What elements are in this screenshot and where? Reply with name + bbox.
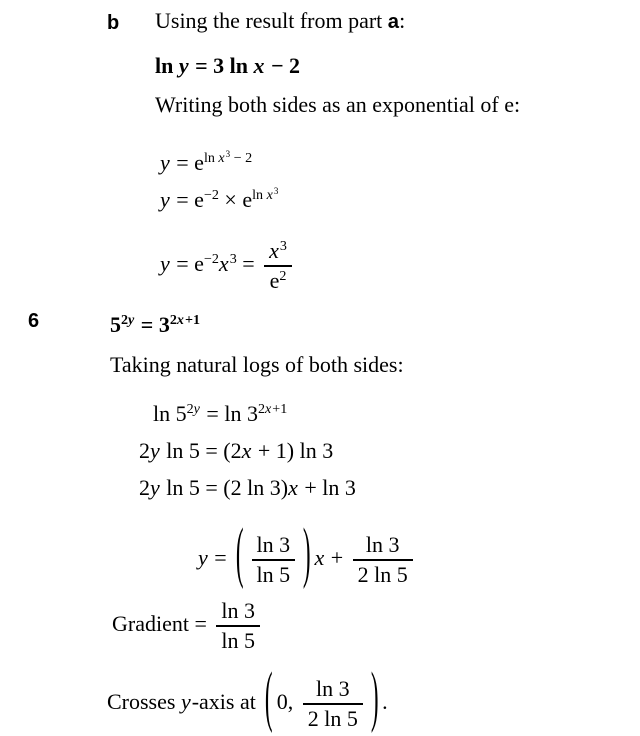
big-paren: ( bbox=[265, 656, 273, 735]
math-text: Using the result from part bbox=[155, 8, 388, 33]
math-text: . bbox=[382, 689, 388, 715]
math-text: -axis at bbox=[191, 689, 262, 715]
math-text: 3 bbox=[229, 251, 237, 268]
math-text: ln 5 bbox=[256, 562, 291, 587]
fraction bbox=[264, 240, 292, 292]
math-text: 3 bbox=[225, 149, 231, 160]
math-text: Writing both sides as an exponential of e: bbox=[155, 92, 521, 117]
math-text: y bbox=[160, 187, 170, 212]
equation-q6-given bbox=[110, 314, 200, 336]
math-text: − 2 bbox=[265, 53, 301, 78]
superscript bbox=[226, 150, 231, 158]
equation-exp-step1 bbox=[160, 149, 253, 175]
math-text: −2 bbox=[203, 187, 219, 204]
math-text: x bbox=[241, 438, 252, 463]
math-text: = 3 ln bbox=[189, 53, 254, 78]
math-text: ln 3 bbox=[365, 532, 400, 557]
superscript bbox=[121, 314, 135, 327]
math-text: y bbox=[193, 401, 200, 418]
superscript bbox=[280, 240, 287, 253]
math-text: y bbox=[198, 545, 208, 571]
denominator bbox=[353, 561, 413, 586]
equation-expand-step2 bbox=[139, 477, 356, 499]
math-text: − 2 bbox=[230, 150, 253, 167]
superscript bbox=[203, 149, 253, 167]
fraction bbox=[216, 600, 260, 652]
numerator bbox=[353, 534, 413, 561]
superscript bbox=[252, 186, 279, 204]
superscript bbox=[274, 187, 279, 195]
part-b-intro-text bbox=[155, 10, 405, 32]
math-text: Crosses bbox=[107, 689, 181, 715]
math-text: 2 bbox=[257, 401, 265, 418]
superscript bbox=[279, 270, 286, 283]
denominator bbox=[216, 627, 260, 652]
superscript bbox=[204, 189, 219, 202]
math-text: Taking natural logs of both sides: bbox=[110, 352, 404, 377]
text-taking-logs bbox=[110, 354, 404, 376]
math-text: = e bbox=[170, 251, 204, 277]
math-text: = bbox=[236, 251, 261, 277]
math-text: + bbox=[325, 545, 349, 571]
math-text: x bbox=[218, 251, 229, 277]
superscript bbox=[204, 253, 219, 266]
math-text: +1 bbox=[184, 312, 200, 329]
equation-y-intercept bbox=[107, 656, 388, 735]
math-text: x bbox=[176, 312, 184, 329]
equation-ln-y-given bbox=[155, 55, 300, 77]
math-text: 3 bbox=[279, 238, 287, 255]
math-text: y bbox=[178, 53, 189, 78]
math-text: 3 bbox=[273, 186, 279, 197]
math-text: x bbox=[265, 401, 272, 418]
superscript bbox=[230, 253, 237, 266]
question-6-label: 6 bbox=[28, 310, 40, 332]
math-text: y bbox=[150, 438, 160, 463]
math-text: e bbox=[269, 268, 280, 293]
equation-exp-result bbox=[160, 240, 296, 292]
math-text: x bbox=[269, 238, 279, 263]
part-b-label: b bbox=[107, 12, 120, 34]
numerator bbox=[303, 678, 363, 705]
math-text: Gradient = bbox=[112, 611, 213, 637]
math-text: 2 ln 5 bbox=[307, 706, 358, 731]
math-text: ln 5 bbox=[221, 628, 255, 653]
math-text: 5 bbox=[110, 312, 121, 337]
fraction bbox=[303, 678, 363, 730]
math-text: 0, bbox=[276, 689, 299, 715]
math-text: y bbox=[150, 475, 160, 500]
math-text: = e bbox=[170, 187, 204, 212]
numerator bbox=[264, 240, 292, 267]
math-text: 2 bbox=[279, 268, 287, 285]
math-text: ln bbox=[252, 187, 267, 204]
equation-slope-intercept-form bbox=[198, 512, 417, 591]
math-text: y bbox=[160, 150, 170, 175]
math-text: x bbox=[253, 53, 265, 78]
math-text: x bbox=[288, 475, 298, 500]
math-text: ln 3 bbox=[256, 532, 291, 557]
math-text: ln 3 bbox=[315, 676, 350, 701]
superscript bbox=[258, 403, 287, 416]
math-text: y bbox=[180, 689, 191, 715]
numerator bbox=[216, 600, 260, 627]
math-text: 2 bbox=[169, 312, 177, 329]
math-text: ln 5 = (2 ln 3) bbox=[160, 475, 289, 500]
math-text: a bbox=[387, 11, 400, 33]
equation-exp-step2 bbox=[160, 186, 279, 212]
math-text: −2 bbox=[203, 251, 219, 268]
math-text: ln bbox=[203, 150, 219, 167]
superscript bbox=[187, 403, 201, 416]
denominator bbox=[303, 705, 363, 730]
math-text: + ln 3 bbox=[298, 475, 356, 500]
equation-expand-step1 bbox=[139, 440, 333, 462]
big-paren: ) bbox=[370, 656, 379, 735]
math-text: = bbox=[208, 545, 233, 571]
big-paren: ( bbox=[236, 512, 244, 591]
denominator bbox=[264, 267, 292, 292]
math-text: 2 bbox=[139, 475, 150, 500]
math-text: 2 bbox=[186, 401, 194, 418]
math-text: +1 bbox=[272, 401, 288, 418]
denominator bbox=[252, 561, 296, 586]
math-text: y bbox=[160, 251, 170, 277]
math-text: = e bbox=[170, 150, 204, 175]
math-text: × e bbox=[218, 187, 253, 212]
math-text: = 3 bbox=[135, 312, 170, 337]
big-paren: ) bbox=[302, 512, 311, 591]
math-text: ln 5 = (2 bbox=[160, 438, 242, 463]
fraction bbox=[252, 534, 296, 586]
math-text: : bbox=[399, 8, 406, 33]
numerator bbox=[252, 534, 296, 561]
math-text: 2 ln 5 bbox=[357, 562, 408, 587]
math-text: x bbox=[314, 545, 325, 571]
fraction bbox=[353, 534, 413, 586]
equation-gradient bbox=[112, 600, 264, 652]
math-text: 2 bbox=[139, 438, 150, 463]
math-text: ln 5 bbox=[153, 401, 187, 426]
math-text: = ln 3 bbox=[200, 401, 258, 426]
text-writing-exponential bbox=[155, 94, 520, 116]
math-text: x bbox=[218, 150, 225, 167]
math-text: ln bbox=[155, 53, 179, 78]
superscript bbox=[170, 314, 200, 327]
math-text: + 1) ln 3 bbox=[252, 438, 334, 463]
math-text: ln 3 bbox=[221, 598, 255, 623]
math-text: x bbox=[266, 187, 273, 204]
math-text: y bbox=[128, 312, 135, 329]
equation-ln-both-sides bbox=[153, 403, 287, 425]
math-text: 2 bbox=[121, 312, 129, 329]
